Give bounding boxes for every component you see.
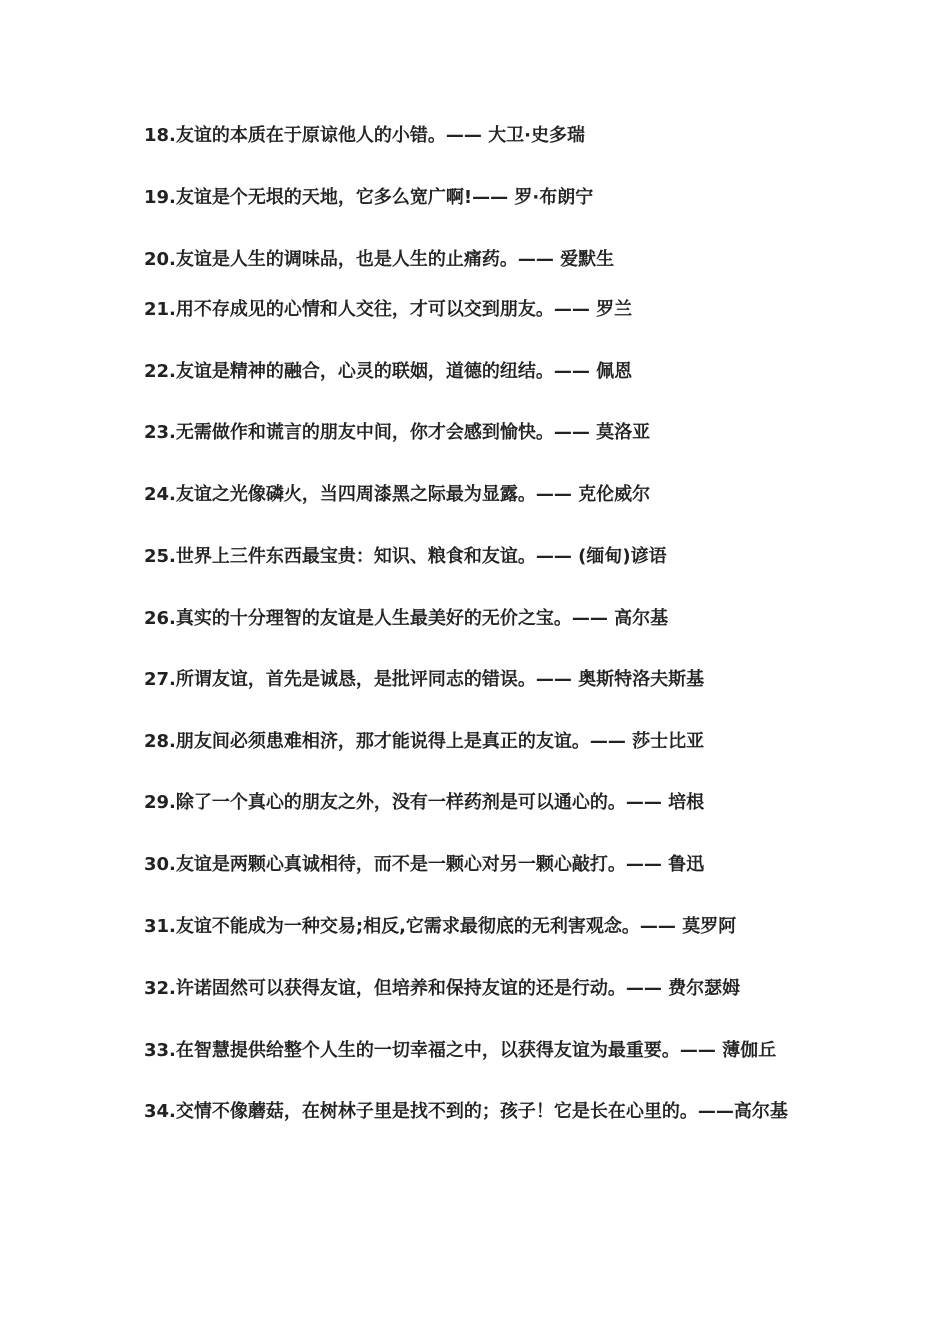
quote-number: 25. [144,546,176,567]
quote-item-31 [144,915,736,939]
quote-text: 在智慧提供给整个人生的一切幸福之中，以获得友谊为最重要。—— 薄伽丘 [175,1040,777,1061]
quote-number: 32. [144,978,176,999]
quote-number: 26. [144,608,176,629]
quote-text: 所谓友谊，首先是诚恳，是批评同志的错误。—— 奥斯特洛夫斯基 [175,669,705,690]
quote-text: 世界上三件东西最宝贵：知识、粮食和友谊。—— (缅甸)谚语 [175,546,667,567]
quote-text: 友谊之光像磷火，当四周漆黑之际最为显露。—— 克伦威尔 [175,484,651,505]
quote-text: 友谊是人生的调味品，也是人生的止痛药。—— 爱默生 [175,249,615,270]
quote-text: 许诺固然可以获得友谊，但培养和保持友谊的还是行动。—— 费尔瑟姆 [175,978,741,999]
quote-text: 友谊是精神的融合，心灵的联姻，道德的纽结。—— 佩恩 [175,361,633,382]
quote-number: 22. [144,361,176,382]
quote-number: 20. [144,249,176,270]
quote-item-26 [144,607,668,631]
quote-item-28 [144,730,704,754]
quote-text: 交情不像蘑菇，在树林子里是找不到的；孩子！它是长在心里的。——高尔基 [175,1101,788,1122]
quote-text: 除了一个真心的朋友之外，没有一样药剂是可以通心的。—— 培根 [175,792,705,813]
quote-number: 28. [144,731,176,752]
quote-number: 19. [144,187,176,208]
quote-item-21 [144,298,632,322]
quote-item-33 [144,1039,776,1063]
quote-text: 友谊不能成为一种交易;相反,它需求最彻底的无利害观念。—— 莫罗阿 [175,916,737,937]
quote-text: 朋友间必须患难相济，那才能说得上是真正的友谊。—— 莎士比亚 [175,731,705,752]
quote-item-18 [144,124,585,148]
quote-number: 30. [144,854,176,875]
quote-text: 友谊是两颗心真诚相待，而不是一颗心对另一颗心敲打。—— 鲁迅 [175,854,705,875]
quote-item-30 [144,853,704,877]
quote-number: 23. [144,422,176,443]
quote-number: 21. [144,299,176,320]
quote-item-25 [144,545,667,569]
quote-text: 真实的十分理智的友谊是人生最美好的无价之宝。—— 高尔基 [175,608,669,629]
quote-text: 友谊是个无垠的天地，它多么宽广啊!—— 罗·布朗宁 [175,187,594,208]
quote-item-19 [144,186,593,210]
quote-text: 无需做作和谎言的朋友中间，你才会感到愉快。—— 莫洛亚 [175,422,651,443]
quote-number: 31. [144,916,176,937]
quote-number: 34. [144,1101,176,1122]
quote-item-29 [144,791,704,815]
quote-item-32 [144,977,740,1001]
quote-number: 29. [144,792,176,813]
quote-item-23 [144,421,650,445]
quote-item-20 [144,248,614,272]
quote-text: 用不存成见的心情和人交往，才可以交到朋友。—— 罗兰 [175,299,633,320]
quote-item-24 [144,483,650,507]
quote-item-27 [144,668,704,692]
quote-text: 友谊的本质在于原谅他人的小错。—— 大卫·史多瑞 [175,125,585,146]
quote-number: 33. [144,1040,176,1061]
quote-number: 18. [144,125,176,146]
quote-number: 24. [144,484,176,505]
quote-item-22 [144,360,632,384]
quote-item-34 [144,1100,788,1124]
quote-number: 27. [144,669,176,690]
